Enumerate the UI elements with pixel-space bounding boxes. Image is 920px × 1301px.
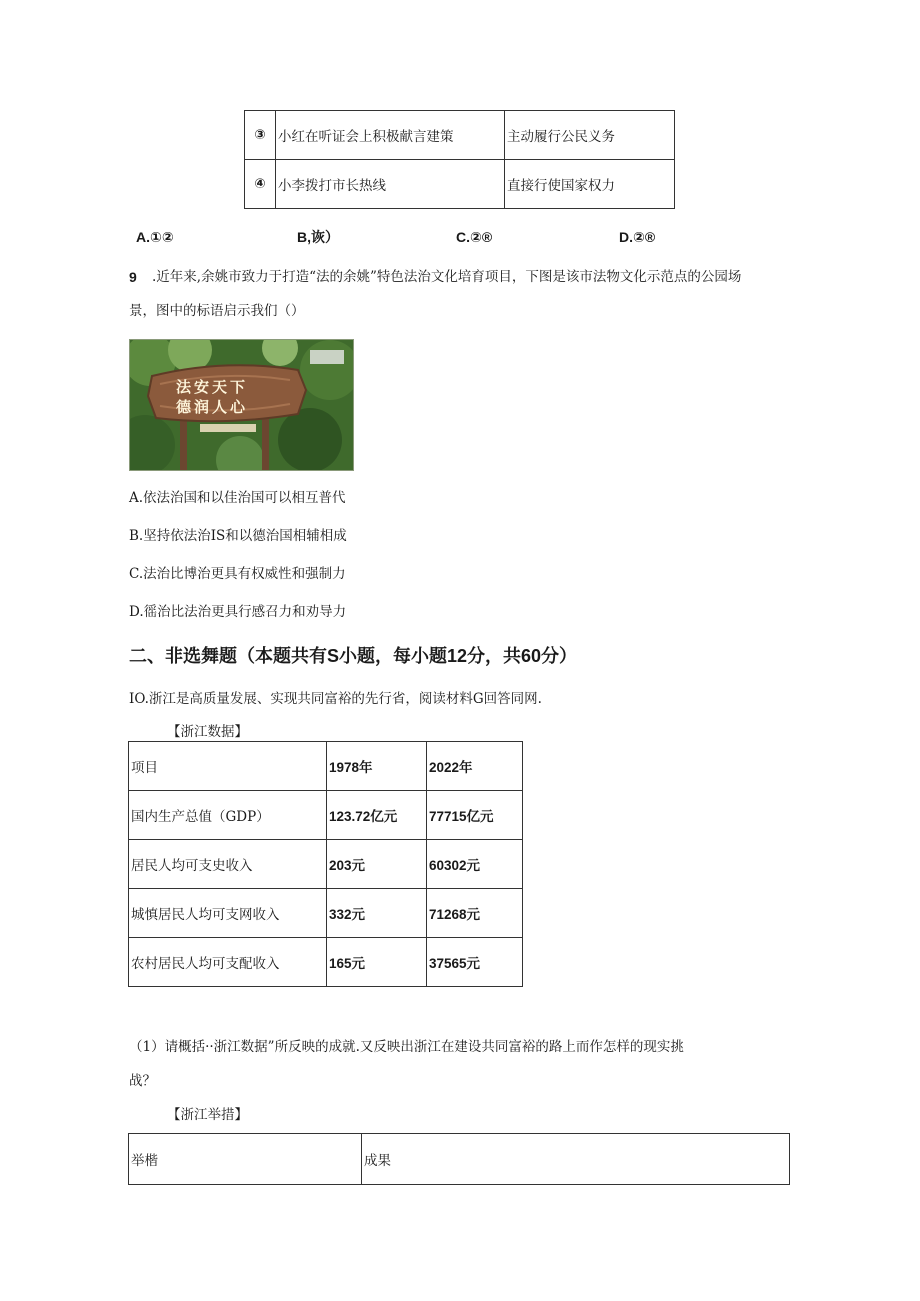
cell-2022: 60302元	[427, 840, 523, 889]
cell-2022: 37565元	[427, 938, 523, 987]
row-meaning: 主动履行公民义务	[505, 111, 675, 160]
table-row	[129, 938, 523, 987]
sign-text-line2: 德润人心	[176, 399, 249, 416]
measures-caption: 【浙江举措】	[167, 1107, 248, 1123]
row-meaning: 直接行使国家权力	[505, 160, 675, 209]
cell-1978: 165元	[327, 938, 427, 987]
header-1978: 1978年	[327, 742, 427, 791]
header-results: 成果	[362, 1134, 790, 1185]
section-title: 二、非选舞题（本题共有S小题，每小题12分，共60分）	[129, 646, 578, 666]
sign-text-line1: 法安天下	[176, 379, 249, 396]
q9-stem-line1: .近年来,余姚市致力于打造“法的余姚”特色法治文化培育项目，下图是该市法物文化示范点的公园场	[152, 269, 742, 285]
cell-1978: 332元	[327, 889, 427, 938]
cell-item: 城慎居民人均可支网收入	[129, 889, 327, 938]
cell-item: 农村居民人均可支配收入	[129, 938, 327, 987]
table-row	[245, 111, 675, 160]
q8-option-c: C.②®	[456, 229, 493, 245]
q10-intro: IO.浙江是高质量发展、实现共同富裕的先行省，阅读材料G回答同网.	[129, 691, 542, 707]
table-header-row	[129, 1134, 790, 1185]
zhejiang-data-table	[128, 741, 523, 987]
cell-2022: 71268元	[427, 889, 523, 938]
q9-stem-line2: 景，图中的标语启示我们（）	[129, 303, 305, 319]
header-2022: 2022年	[427, 742, 523, 791]
q9-option-a: A.依法治国和以佳治国可以相互普代	[129, 490, 346, 506]
table-row	[129, 840, 523, 889]
cell-item: 居民人均可支史收入	[129, 840, 327, 889]
q9-option-d: D.徭治比法治更具行感召力和劝导力	[129, 604, 347, 620]
header-measures: 举楷	[129, 1134, 362, 1185]
park-sign-photo	[129, 339, 354, 471]
q10-sub1-line2: 战？	[129, 1073, 156, 1089]
header-item: 项目	[129, 742, 327, 791]
table-header-row	[129, 742, 523, 791]
row-action: 小李拨打市长热线	[276, 160, 505, 209]
table-row	[245, 160, 675, 209]
q9-number: 9	[129, 269, 137, 285]
cell-1978: 203元	[327, 840, 427, 889]
cell-2022: 77715亿元	[427, 791, 523, 840]
row-number: ③	[245, 111, 276, 160]
cell-item: 国内生产总值（GDP）	[129, 791, 327, 840]
q8-option-b: B,诙）	[297, 229, 339, 245]
data-caption: 【浙江数据】	[167, 724, 248, 740]
cell-1978: 123.72亿元	[327, 791, 427, 840]
q8-option-d: D.②®	[619, 229, 656, 245]
zhejiang-measures-table	[128, 1133, 790, 1185]
row-action: 小红在听证会上积极献言建策	[276, 111, 505, 160]
q9-option-c: C.法治比博治更具有权威性和强制力	[129, 566, 346, 582]
q9-option-b: B.坚持依法治IS和以德治国相辅相成	[129, 528, 347, 544]
question8-table	[244, 110, 675, 209]
q8-option-a: A.①②	[136, 229, 174, 245]
table-row	[129, 791, 523, 840]
table-row	[129, 889, 523, 938]
q10-sub1-line1: （1）请概括··浙江数据”所反映的成就.又反映出浙江在建设共同富裕的路上而作怎样的现实挑	[129, 1039, 684, 1055]
row-number: ④	[245, 160, 276, 209]
